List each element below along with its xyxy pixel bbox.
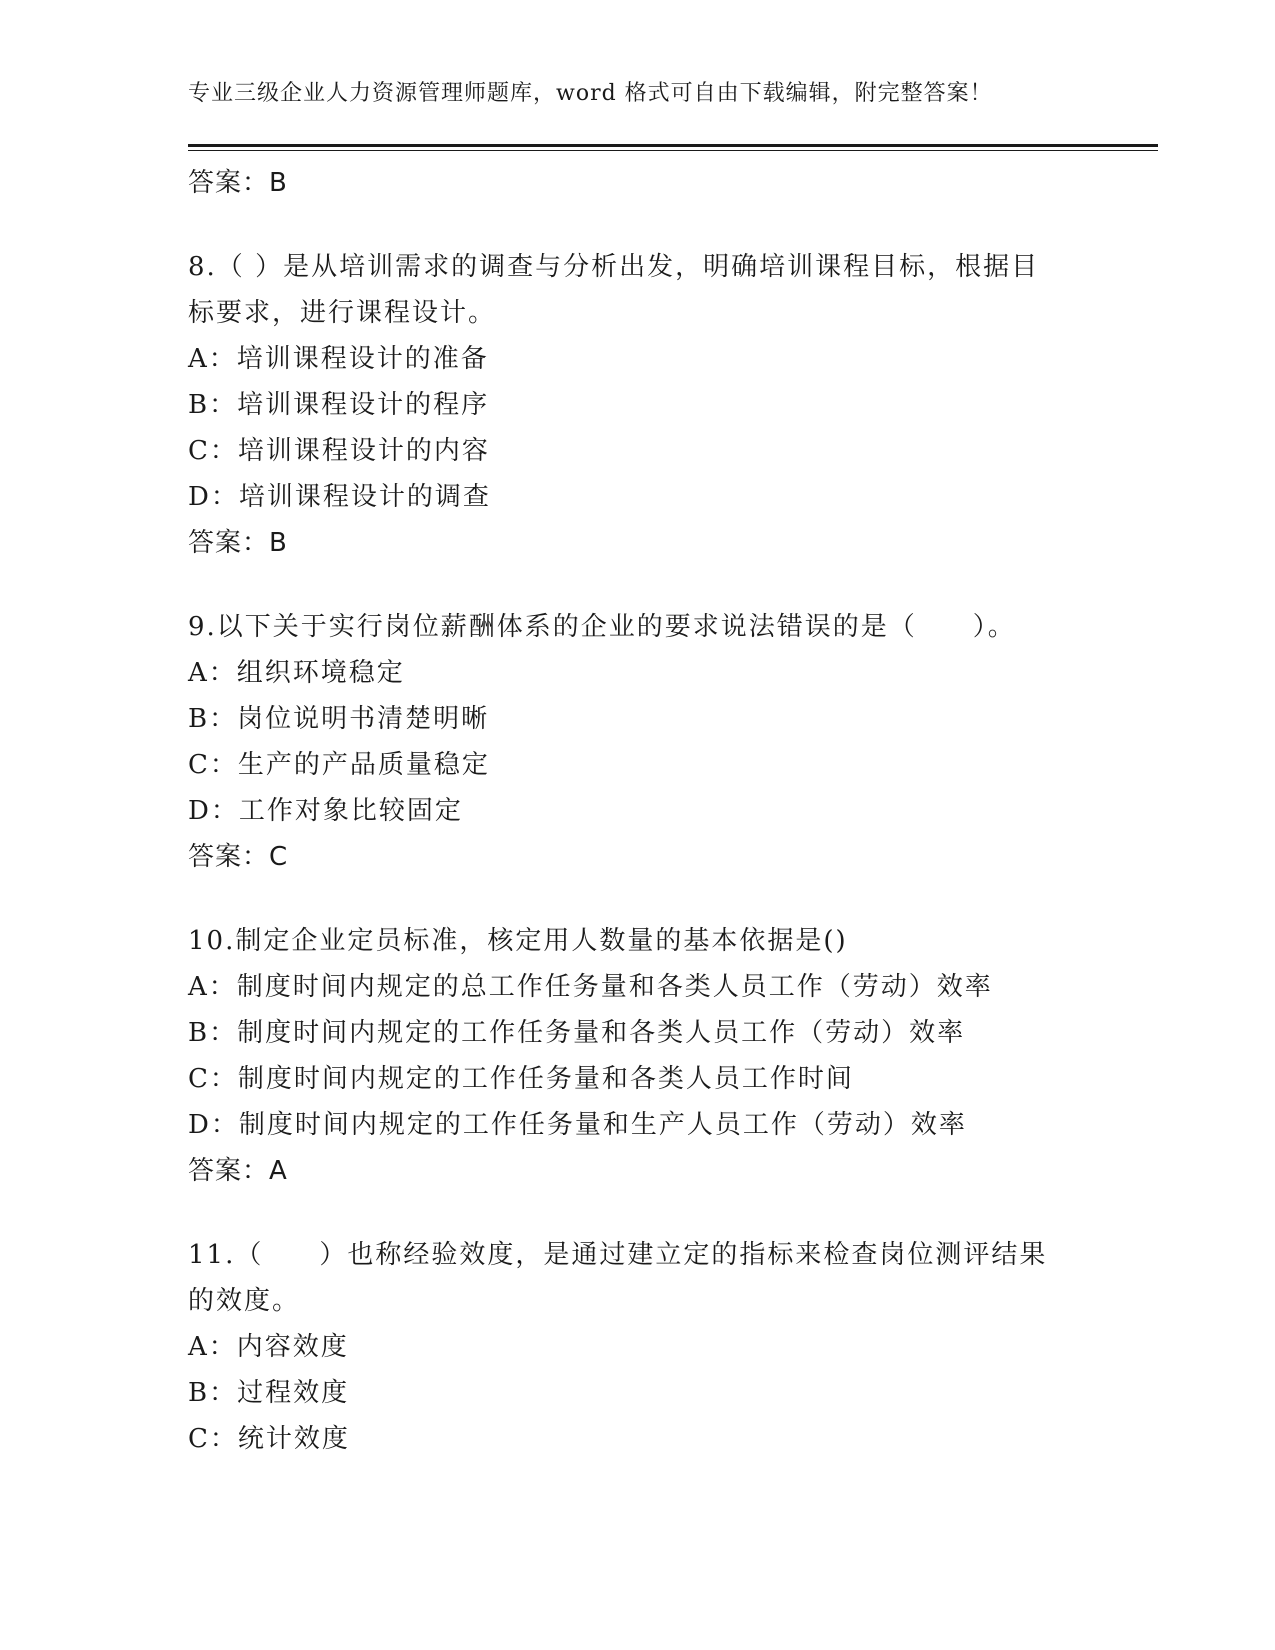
stem-line: 8.（ ）是从培训需求的调查与分析出发，明确培训课程目标，根据目 — [188, 252, 1040, 282]
question-stem — [188, 244, 1088, 336]
answer-line: 答案：A — [188, 1156, 288, 1186]
option-a: A：制度时间内规定的总工作任务量和各类人员工作（劳动）效率 — [188, 972, 993, 1002]
option-b: B：岗位说明书清楚明晰 — [188, 704, 490, 734]
option-a: A：内容效度 — [188, 1332, 349, 1362]
option-d: D：培训课程设计的调查 — [188, 482, 491, 512]
stem-line: 11.（ ）也称经验效度，是通过建立定的指标来检查岗位测评结果 — [188, 1240, 1048, 1270]
question-stem — [188, 918, 1088, 964]
option-a: A：培训课程设计的准备 — [188, 344, 489, 374]
page-header: 专业三级企业人力资源管理师题库，word 格式可自由下载编辑，附完整答案！ — [188, 81, 993, 106]
document-body — [188, 160, 1088, 1462]
option-b: B：过程效度 — [188, 1378, 350, 1408]
answer-line: 答案：B — [188, 528, 288, 558]
option-c: C：统计效度 — [188, 1424, 350, 1454]
option-c: C：培训课程设计的内容 — [188, 436, 490, 466]
stem-line: 10.制定企业定员标准，核定用人数量的基本依据是() — [188, 926, 848, 956]
question-9 — [188, 604, 1088, 880]
header-rule-thin — [188, 150, 1158, 151]
option-c: C：制度时间内规定的工作任务量和各类人员工作时间 — [188, 1064, 854, 1094]
option-b: B：制度时间内规定的工作任务量和各类人员工作（劳动）效率 — [188, 1018, 966, 1048]
option-d: D：制度时间内规定的工作任务量和生产人员工作（劳动）效率 — [188, 1110, 967, 1140]
question-11 — [188, 1232, 1088, 1462]
answer-line: 答案：B — [188, 168, 288, 198]
option-c: C：生产的产品质量稳定 — [188, 750, 490, 780]
option-d: D：工作对象比较固定 — [188, 796, 463, 826]
stem-line: 9.以下关于实行岗位薪酬体系的企业的要求说法错误的是（ ）。 — [188, 612, 1016, 642]
option-b: B：培训课程设计的程序 — [188, 390, 490, 420]
question-10 — [188, 918, 1088, 1194]
question-stem — [188, 604, 1088, 650]
stem-line: 的效度。 — [188, 1286, 301, 1316]
option-a: A：组织环境稳定 — [188, 658, 405, 688]
answer-line: 答案：C — [188, 842, 289, 872]
question-8 — [188, 244, 1088, 566]
header-rule-thick — [188, 144, 1158, 147]
stem-line: 标要求，进行课程设计。 — [188, 298, 497, 328]
question-stem — [188, 1232, 1088, 1324]
